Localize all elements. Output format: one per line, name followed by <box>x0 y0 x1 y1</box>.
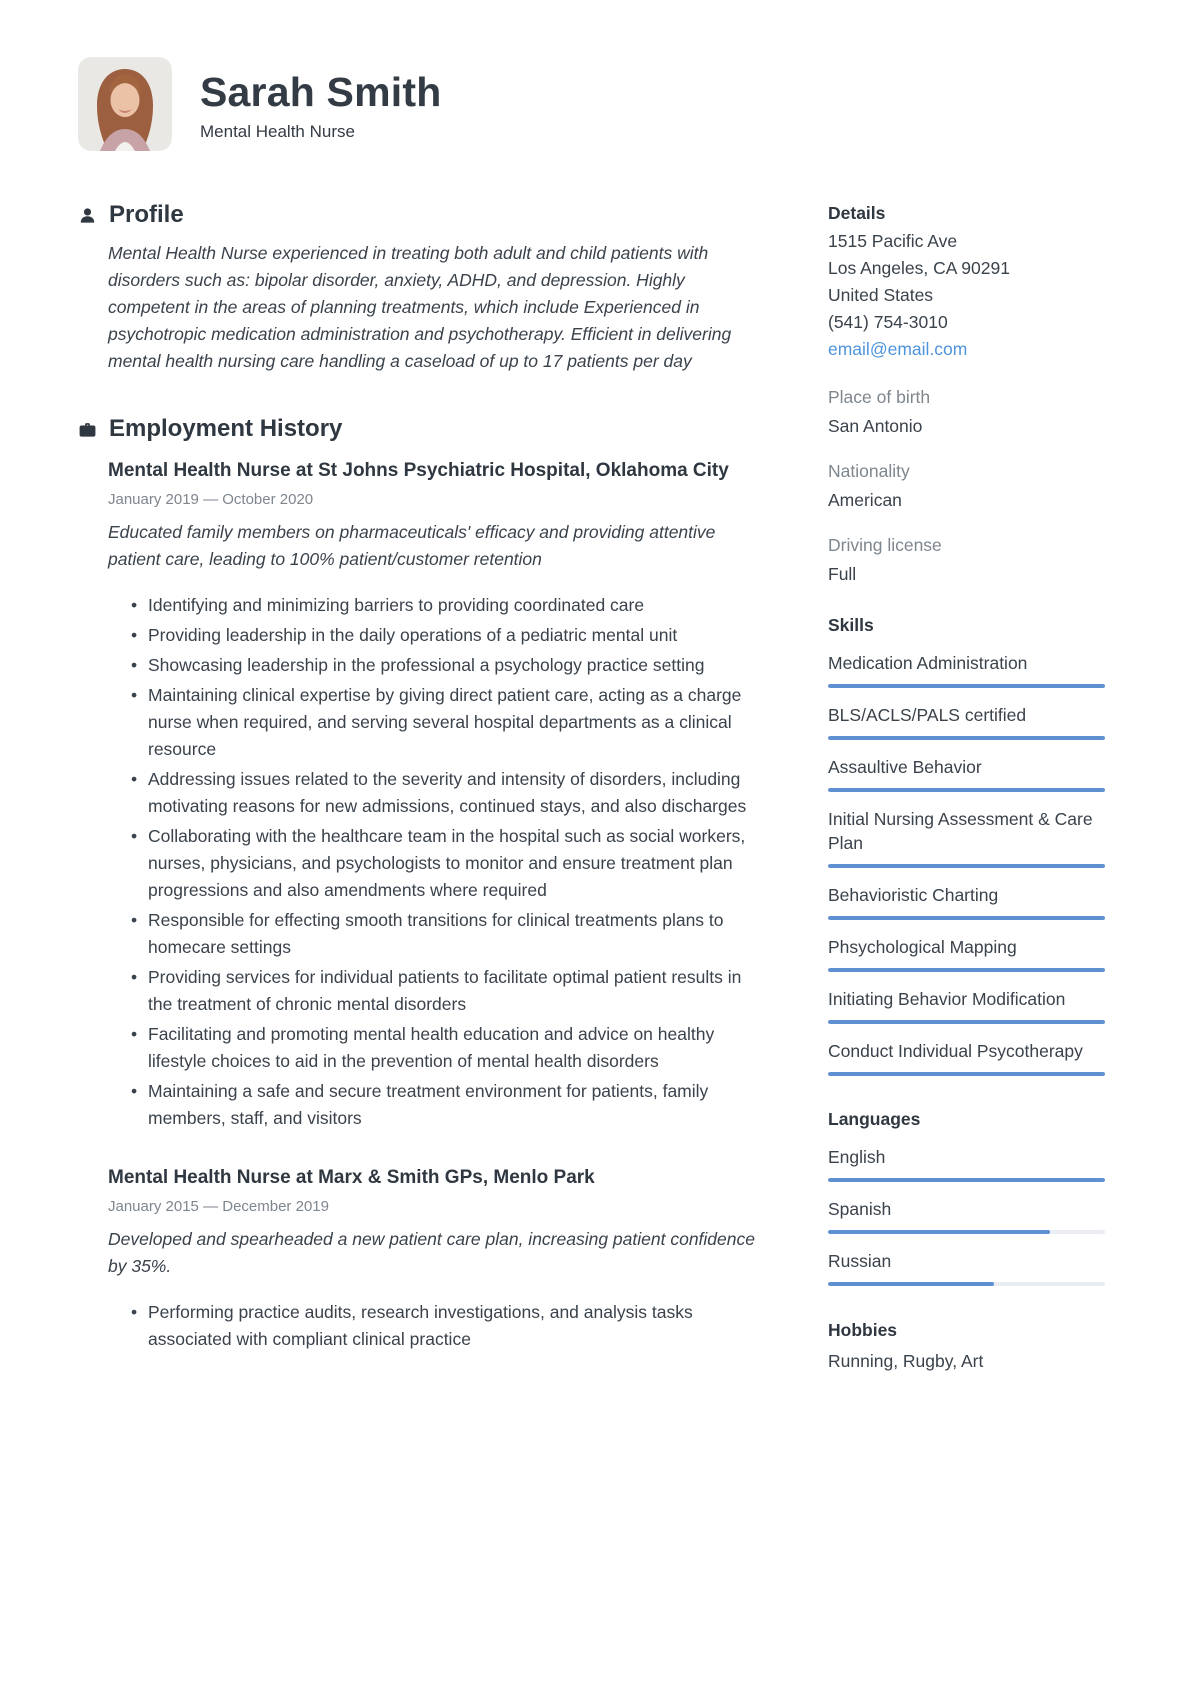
phone-number: (541) 754-3010 <box>828 312 948 332</box>
skill-bar-track <box>828 684 1105 688</box>
driving-license-value: Full <box>828 564 857 584</box>
bullet-item: • Facilitating and promoting mental health education and advice on healthy lifestyle choices to aid in the prevention of mental health disorders <box>108 1021 760 1075</box>
address-country: United States <box>828 285 934 305</box>
bullet-item: • Maintaining clinical expertise by giving direct patient care, acting as a charge nurse when required, and serving several hospital departments as a clinical resource <box>108 682 760 763</box>
driving-license-label: Driving license <box>828 535 942 555</box>
hobbies-value: Running, Rugby, Art <box>828 1351 984 1371</box>
skill-name: Initial Nursing Assessment & Care Plan <box>828 809 1093 853</box>
job-title: Mental Health Nurse at St Johns Psychiatric Hospital, Oklahoma City <box>108 460 729 481</box>
skill-name: Medication Administration <box>828 653 1028 673</box>
language-name: Spanish <box>828 1199 892 1219</box>
skill-bar-track <box>828 736 1105 740</box>
candidate-name: Sarah Smith <box>200 69 442 115</box>
place-of-birth-label: Place of birth <box>828 387 931 407</box>
job-dates: January 2015 — December 2019 <box>108 1198 329 1215</box>
main-column <box>78 57 760 1356</box>
job-summary: Developed and spearheaded a new patient care plan, increasing patient confidence by 35%. <box>108 1229 755 1276</box>
language-bar-track <box>828 1282 1105 1286</box>
language-bar-fill <box>828 1178 1105 1182</box>
address-line-2: Los Angeles, CA 90291 <box>828 258 1010 278</box>
job-entry-2 <box>108 1164 760 1353</box>
skill-item <box>828 651 1105 688</box>
skill-bar-fill <box>828 968 1105 972</box>
skill-item <box>828 987 1105 1024</box>
skill-bar-fill <box>828 1020 1105 1024</box>
email-link[interactable]: email@email.com <box>828 339 968 359</box>
employment-heading <box>78 415 760 443</box>
languages-block <box>828 1109 1105 1286</box>
bullet-item: • Providing services for individual patients to facilitate optimal patient results in the treatment of chronic mental disorders <box>108 964 760 1018</box>
skill-bar-track <box>828 864 1105 868</box>
language-bar-fill <box>828 1230 1050 1234</box>
job-title: Mental Health Nurse at Marx & Smith GPs, Menlo Park <box>108 1167 595 1188</box>
skill-bar-fill <box>828 916 1105 920</box>
skill-name: Assaultive Behavior <box>828 757 982 777</box>
skill-item <box>828 807 1105 868</box>
skill-name: Behavioristic Charting <box>828 885 999 905</box>
skills-heading: Skills <box>828 615 874 635</box>
skill-bar-track <box>828 1072 1105 1076</box>
candidate-title: Mental Health Nurse <box>200 122 355 142</box>
skill-name: Initiating Behavior Modification <box>828 989 1066 1009</box>
job-bullet-list <box>108 592 760 1132</box>
skill-name: BLS/ACLS/PALS certified <box>828 705 1027 725</box>
job-summary: Educated family members on pharmaceuticals' efficacy and providing attentive patient care, leading to 100% patient/customer retention <box>108 522 716 569</box>
bullet-item: • Showcasing leadership in the professional a psychology practice setting <box>108 652 760 679</box>
sidebar <box>828 203 1105 1373</box>
profile-heading-label: Profile <box>109 201 184 228</box>
skill-item <box>828 755 1105 792</box>
job-bullet-list <box>108 1299 760 1353</box>
bullet-item: • Addressing issues related to the severity and intensity of disorders, including motivating reasons for new admissions, continued stays, and also discharges <box>108 766 760 820</box>
employment-section <box>78 415 760 1353</box>
bullet-item: • Performing practice audits, research investigations, and analysis tasks associated with compliant clinical practice <box>108 1299 760 1353</box>
skill-bar-fill <box>828 864 1105 868</box>
language-name: Russian <box>828 1251 892 1271</box>
nationality-label: Nationality <box>828 461 910 481</box>
skill-bar-track <box>828 916 1105 920</box>
skill-bar-track <box>828 788 1105 792</box>
skill-bar-fill <box>828 684 1105 688</box>
job-entry-1 <box>108 457 760 1132</box>
skill-bar-track <box>828 1020 1105 1024</box>
skill-bar-fill <box>828 788 1105 792</box>
bullet-item: • Identifying and minimizing barriers to providing coordinated care <box>108 592 760 619</box>
profile-photo <box>78 57 172 151</box>
bullet-item: • Responsible for effecting smooth transitions for clinical treatments plans to homecare settings <box>108 907 760 961</box>
details-block <box>828 228 1105 363</box>
hobbies-block <box>828 1320 1105 1373</box>
person-icon <box>78 206 97 225</box>
bullet-item: • Providing leadership in the daily operations of a pediatric mental unit <box>108 622 760 649</box>
language-name: English <box>828 1147 886 1167</box>
bullet-item: • Collaborating with the healthcare team in the hospital such as social workers, nurses, physicians, and psychologists to monitor and ensure treatment plan progressions and also amendments where required <box>108 823 760 904</box>
employment-heading-label: Employment History <box>109 415 343 442</box>
skills-list <box>828 651 1105 1076</box>
skill-name: Phsychological Mapping <box>828 937 1017 957</box>
skill-item <box>828 703 1105 740</box>
identity-block <box>200 71 441 142</box>
bullet-item: • Maintaining a safe and secure treatment environment for patients, family members, staff, and visitors <box>108 1078 760 1132</box>
languages-list <box>828 1145 1105 1286</box>
language-bar-track <box>828 1230 1105 1234</box>
hobbies-heading: Hobbies <box>828 1320 898 1340</box>
language-item <box>828 1197 1105 1234</box>
skill-item <box>828 935 1105 972</box>
briefcase-icon <box>78 420 97 439</box>
skill-item <box>828 883 1105 920</box>
profile-heading <box>78 201 760 229</box>
resume-header <box>78 57 760 151</box>
place-of-birth-value: San Antonio <box>828 416 923 436</box>
job-dates: January 2019 — October 2020 <box>108 491 314 508</box>
address-line-1: 1515 Pacific Ave <box>828 231 958 251</box>
nationality-value: American <box>828 490 902 510</box>
language-item <box>828 1249 1105 1286</box>
profile-summary: Mental Health Nurse experienced in treating both adult and child patients with disorders such as: bipolar disorder, anxiety, ADHD, and depression. Highly competent in the areas of planning treatments, which include Experienced in psychotropic medication administration and psychotherapy. Efficient in delivering mental health nursing care handling a caseload of up to 17 patients per day <box>108 243 732 371</box>
skill-item <box>828 1039 1105 1076</box>
portrait-photo-graphic <box>78 57 172 151</box>
language-item <box>828 1145 1105 1182</box>
languages-heading: Languages <box>828 1109 921 1129</box>
skill-bar-fill <box>828 736 1105 740</box>
skill-bar-track <box>828 968 1105 972</box>
details-heading: Details <box>828 203 886 223</box>
language-bar-fill <box>828 1282 994 1286</box>
language-bar-track <box>828 1178 1105 1182</box>
skills-block <box>828 615 1105 1076</box>
profile-section <box>78 201 760 375</box>
skill-bar-fill <box>828 1072 1105 1076</box>
skill-name: Conduct Individual Psycotherapy <box>828 1041 1083 1061</box>
